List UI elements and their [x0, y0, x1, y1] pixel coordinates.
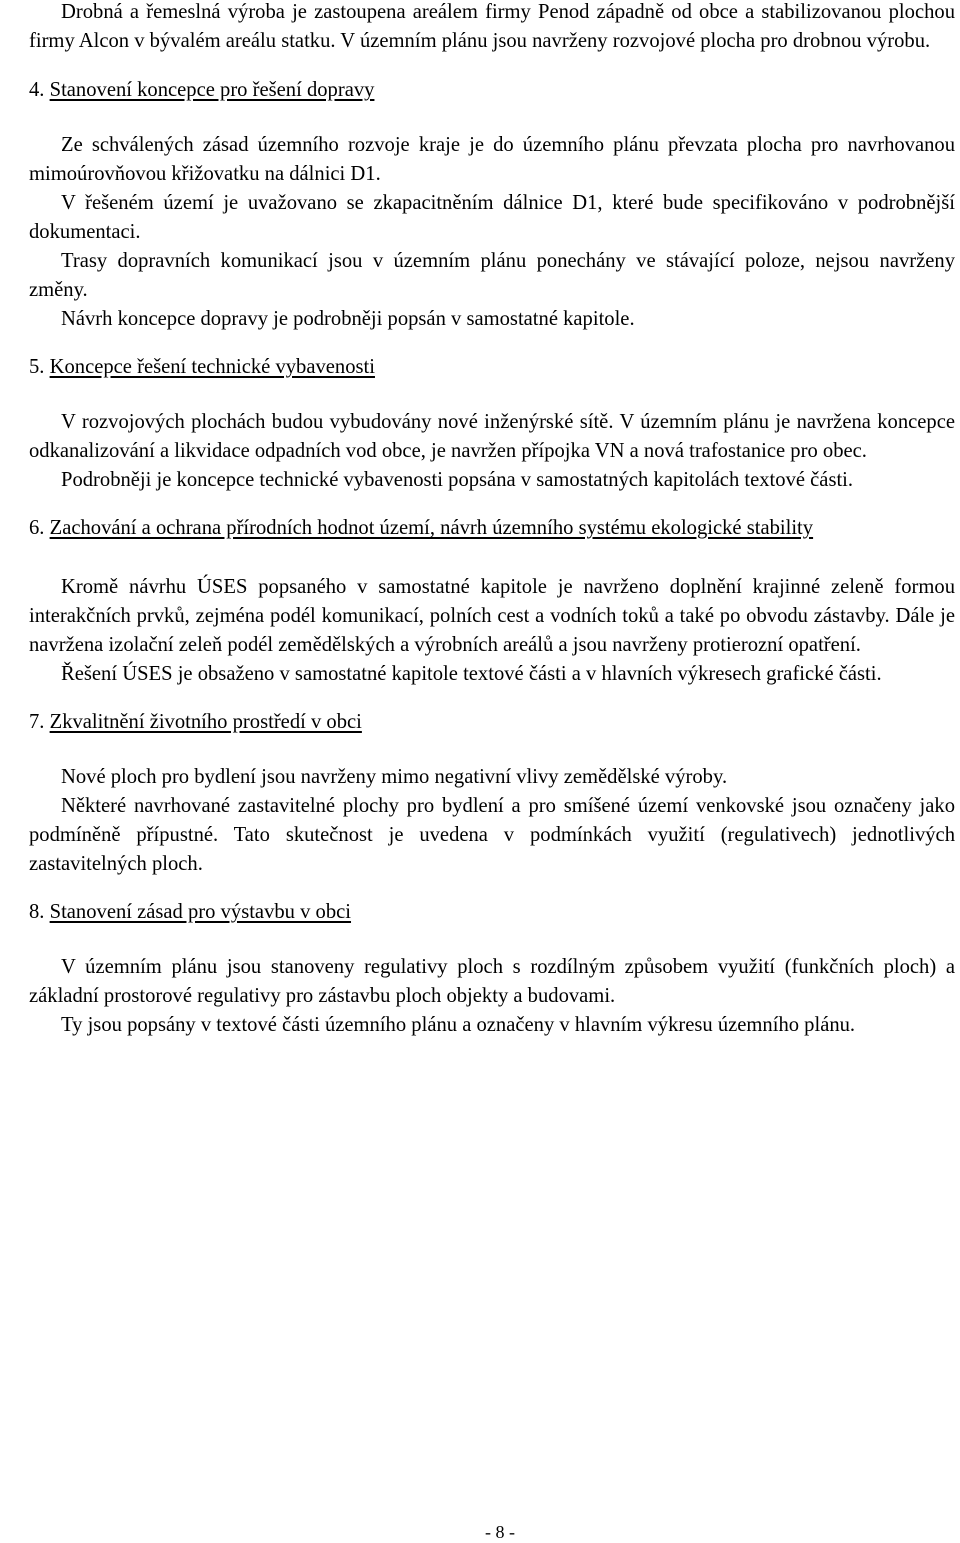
section-paragraph: V řešeném území je uvažovano se zkapacitněním dálnice D1, které bude specifikováno v podrobnější dokumentaci.: [29, 192, 955, 243]
section-heading-6: [29, 514, 955, 543]
section-paragraph: Trasy dopravních komunikací jsou v územním plánu ponechány ve stávající poloze, nejsou navrženy změny.: [29, 250, 955, 301]
section-paragraph: Kromě návrhu ÚSES popsaného v samostatné kapitole je navrženo doplnění krajinné zeleně formou interakčních prvků, zejména podél komunikací, polních cest a vodních toků a také po obvodu zástavby. Dále je navržena izolační zeleň podél zemědělských a výrobních areálů a jsou navrženy protierozní opatření.: [29, 576, 955, 656]
section-paragraph: Některé navrhované zastavitelné plochy pro bydlení a pro smíšené území venkovské jsou označeny jako podmíněně přípustné. Tato skutečnost je uvedena v podmínkách využití (regulativech) jednotlivých zastavitelných ploch.: [29, 795, 955, 875]
section-paragraph: Ze schválených zásad územního rozvoje kraje je do územního plánu převzata plocha pro navrhovanou mimoúrovňovou křižovatku na dálnici D1.: [29, 134, 955, 185]
section-number: 6.: [29, 517, 45, 539]
section-paragraph: Nové ploch pro bydlení jsou navrženy mimo negativní vlivy zemědělské výroby.: [61, 766, 728, 788]
section-paragraph: Podrobněji je koncepce technické vybavenosti popsána v samostatných kapitolách textové části.: [61, 469, 854, 491]
section-number: 5.: [29, 356, 45, 378]
document-page: [29, 0, 955, 1040]
section-paragraph: V územním plánu jsou stanoveny regulativy ploch s rozdílným způsobem využití (funkčních ploch) a základní prostorové regulativy pro zástavbu ploch objekty a budovami.: [29, 956, 955, 1007]
section-title: Stanovení koncepce pro řešení dopravy: [49, 79, 375, 101]
section-paragraph: Návrh koncepce dopravy je podrobněji popsán v samostatné kapitole.: [61, 308, 635, 330]
section-title: Zachování a ochrana přírodních hodnot území, návrh územního systému ekologické stability: [49, 517, 814, 539]
section-paragraph: Ty jsou popsány v textové části územního plánu a označeny v hlavním výkresu územního plánu.: [61, 1014, 856, 1036]
section-number: 4.: [29, 79, 45, 101]
section-paragraph: V rozvojových plochách budou vybudovány nové inženýrské sítě. V územním plánu je navržena koncepce odkanalizování a likvidace odpadních vod obce, je navržen přípojka VN a nová trafostanice pro obec.: [29, 411, 955, 462]
section-number: 8.: [29, 901, 45, 923]
page-number: - 8 -: [485, 1522, 515, 1542]
section-heading-7: [29, 708, 955, 737]
section-paragraph: Řešení ÚSES je obsaženo v samostatné kapitole textové části a v hlavních výkresech grafické části.: [61, 663, 882, 685]
section-title: Stanovení zásad pro výstavbu v obci: [49, 901, 352, 923]
section-title: Koncepce řešení technické vybavenosti: [49, 356, 375, 378]
section-heading-8: [29, 898, 955, 927]
section-title: Zkvalitnění životního prostředí v obci: [49, 711, 362, 733]
section-heading-5: [29, 353, 955, 382]
intro-paragraph: Drobná a řemeslná výroba je zastoupena areálem firmy Penod západně od obce a stabilizovanou plochou firmy Alcon v bývalém areálu statku. V územním plánu jsou navrženy rozvojové plocha pro drobnou výrobu.: [29, 1, 955, 52]
section-number: 7.: [29, 711, 45, 733]
section-heading-4: [29, 76, 955, 105]
